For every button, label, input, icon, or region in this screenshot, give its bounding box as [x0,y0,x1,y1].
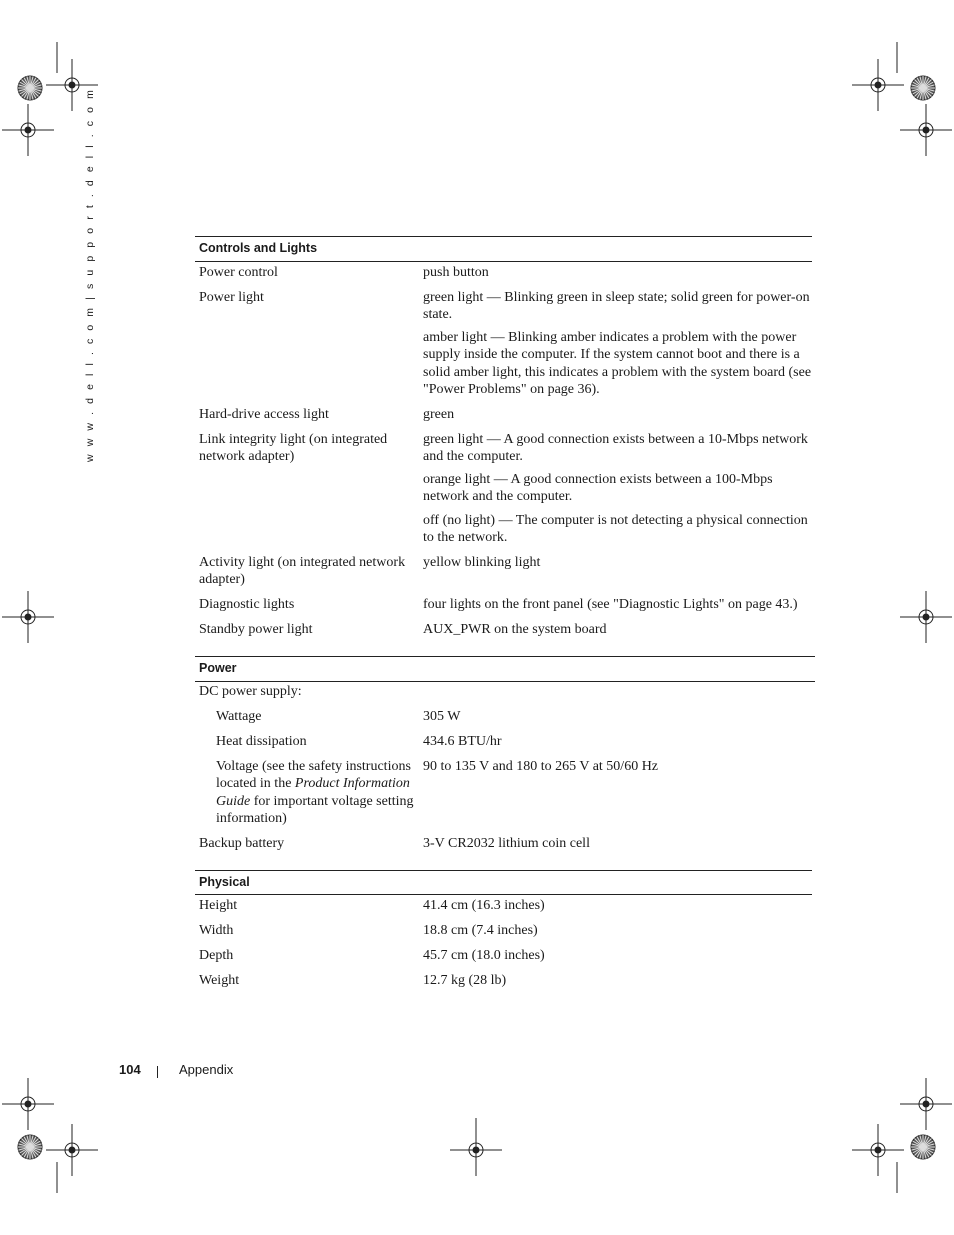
label-dc-power-supply: DC power supply: [199,684,302,699]
value-height: 41.4 cm (16.3 inches) [423,898,545,913]
value-power-control: push button [423,265,489,280]
value-depth: 45.7 cm (18.0 inches) [423,948,545,963]
value-link-light-off: off (no light) — The computer is not detecting a physical connection to the network. [423,513,808,546]
crop-mark [69,82,75,88]
crop-mark [25,1101,31,1107]
value-link-light-orange: orange light — A good connection exists between a 100-Mbps network and the computer. [423,472,773,505]
section-physical: Physical [195,870,812,895]
crop-mark [69,1147,75,1153]
value-voltage: 90 to 135 V and 180 to 265 V at 50/60 Hz [423,759,659,774]
crop-mark [875,1147,881,1153]
label-backup-battery: Backup battery [199,836,285,851]
label-weight: Weight [199,973,240,988]
value-hdd-light: green [423,407,455,422]
value-backup-battery: 3-V CR2032 lithium coin cell [423,836,590,851]
value-diagnostic-lights: four lights on the front panel (see "Diagnostic Lights" on page 43.) [423,597,798,612]
side-url: w w w . d e l l . c o m | s u p p o r t . d e l l . c o m [84,87,96,462]
label-activity-light: Activity light (on integrated network adapter) [199,555,406,588]
crop-mark [25,127,31,133]
label-voltage-guide: Product Information Guide [216,776,410,809]
label-voltage [216,758,418,827]
label-standby-light: Standby power light [199,622,313,637]
chapter-name: Appendix [179,1062,234,1077]
value-link-light-green: green light — A good connection exists between a 10-Mbps network and the computer. [423,432,808,465]
value-width: 18.8 cm (7.4 inches) [423,923,538,938]
crop-mark [923,1101,929,1107]
label-hdd-light: Hard-drive access light [199,407,329,422]
page-number: 104 [119,1062,141,1077]
crop-mark [923,127,929,133]
label-width: Width [199,923,234,938]
crop-mark [473,1147,479,1153]
label-voltage-a: Voltage (see the safety instructions located in the [216,759,411,792]
crop-mark [875,82,881,88]
crop-mark [25,614,31,620]
value-power-light-green: green light — Blinking green in sleep state; solid green for power-on state. [423,290,810,323]
label-link-light: Link integrity light (on integrated network adapter) [199,432,388,465]
value-wattage: 305 W [423,709,461,724]
label-power-light: Power light [199,290,264,305]
label-depth: Depth [199,948,234,963]
section-controls-and-lights: Controls and Lights [195,236,812,262]
label-power-control: Power control [199,265,278,280]
label-heat-dissipation: Heat dissipation [216,734,307,749]
section-power: Power [195,656,815,682]
value-heat-dissipation: 434.6 BTU/hr [423,734,502,749]
label-height: Height [199,898,238,913]
label-voltage-b: for important voltage setting information) [216,793,414,826]
label-wattage: Wattage [216,709,262,724]
value-power-light-amber: amber light — Blinking amber indicates a problem with the power supply inside the computer. If the system cannot boot and there is a solid amber light, this indicates a problem with the system board (see "Power Problems" on page 36). [423,330,812,397]
value-standby-light: AUX_PWR on the system board [423,622,607,637]
value-activity-light: yellow blinking light [423,555,541,570]
label-diagnostic-lights: Diagnostic lights [199,597,295,612]
footer-separator [157,1066,158,1078]
crop-mark [923,614,929,620]
value-weight: 12.7 kg (28 lb) [423,973,507,988]
